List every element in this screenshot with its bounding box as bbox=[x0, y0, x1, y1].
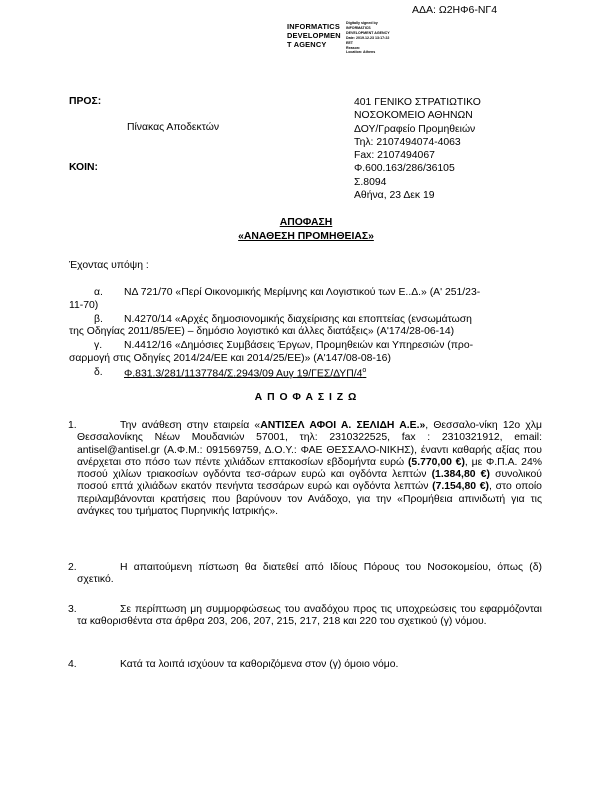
pros-value: Πίνακας Αποδεκτών bbox=[127, 122, 220, 133]
sender-line: 401 ΓΕΝΙΚΟ ΣΤΡΑΤΙΩΤΙΚΟ bbox=[354, 97, 481, 108]
item-text: Σε περίπτωση μη συμμορφώσεως του αναδόχου προς τις υποχρεώσεις του εφαρμόζονται τα καθορισθέντα στα άρθρα 203, 206, 207, 215, 217, 218 και 220 του σχετικού (γ) νόμου. bbox=[77, 604, 542, 628]
sig-detail: INFORMATICS bbox=[346, 25, 371, 30]
sig-detail: Date: 2019.12.23 13:17:22 bbox=[346, 35, 390, 40]
pros-label: ΠΡΟΣ: bbox=[69, 96, 102, 107]
consideration-ref: Φ.831.3/281/1137784/Σ.2943/09 Αυγ 19/ΓΕΣ/ΔΥΠ/4 bbox=[124, 368, 363, 380]
decision-item-4 bbox=[68, 659, 542, 671]
sig-detail: DEVELOPMENT AGENCY bbox=[346, 30, 390, 35]
item-number: 2. bbox=[68, 562, 77, 573]
document-subtitle: «ΑΝΑΘΕΣΗ ΠΡΟΜΗΘΕΙΑΣ» bbox=[238, 231, 374, 242]
consideration-text: Ν.4412/16 «Δημόσιες Συμβάσεις Έργων, Προμηθειών και Υπηρεσιών (προ- bbox=[124, 340, 474, 351]
amount-total: (7.154,80 €) bbox=[432, 481, 489, 493]
sender-line: ΔΟΥ/Γραφείο Προμηθειών bbox=[354, 123, 476, 135]
koin-label: ΚΟΙΝ: bbox=[69, 162, 98, 173]
consideration-cont: της Οδηγίας 2011/85/ΕΕ) – δημόσιο λογιστικό και άλλες διατάξεις» (Α'174/28-06-14) bbox=[69, 326, 455, 337]
consideration-marker: β. bbox=[94, 314, 103, 325]
consideration-text: ΝΔ 721/70 «Περί Οικονομικής Μερίμνης και Λογιστικού των Ε..Δ.» (Α' 251/23- bbox=[124, 287, 481, 298]
item-text: Η απαιτούμενη πίστωση θα διατεθεί από Ιδίους Πόρους του Νοσοκομείου, όπως (δ) σχετικό. bbox=[77, 562, 542, 586]
consideration-marker: γ. bbox=[94, 340, 103, 351]
decision-item-1 bbox=[68, 420, 542, 518]
logo-line-1: INFORMATICS bbox=[287, 22, 340, 31]
sender-block bbox=[354, 96, 481, 202]
consideration-text: Ν.4270/14 «Αρχές δημοσιονομικής διαχείρισης και εποπτείας (ενσωμάτωση bbox=[124, 314, 472, 325]
ada-code: ΑΔΑ: Ω2ΗΦ6-ΝΓ4 bbox=[412, 4, 498, 16]
consideration-cont: σαρμογή στις Οδηγίες 2014/24/ΕΕ και 2014/25/ΕΕ)» (Α'147/08-08-16) bbox=[69, 353, 391, 364]
item-text: συνολικού ποσού επτά χιλιάδων εκατόν πενήντα τεσσάρων ευρώ και ογδόντα λεπτών bbox=[77, 469, 542, 493]
item-text: , στο οποίο περιλαμβάνονται κρατήσεις που βαρύνουν τον Ανάδοχο, για την «Προμήθεια απινιδωτή για τις ανάγκες του τμήματος Πυρηνικής Ιατρικής». bbox=[77, 481, 542, 518]
intro-text: Έχοντας υπόψη : bbox=[69, 260, 149, 271]
sender-line: Σ.8094 bbox=[354, 176, 387, 188]
item-number: 1. bbox=[68, 420, 77, 431]
decision-heading: Α Π Ο Φ Α Σ Ι Ζ Ω bbox=[254, 392, 358, 403]
superscript: ο bbox=[362, 367, 367, 374]
sender-line: Φ.600.163/286/36105 bbox=[354, 163, 455, 175]
decision-item-3 bbox=[68, 604, 542, 629]
digital-signature-details bbox=[346, 21, 390, 55]
logo-line-2: DEVELOPMEN bbox=[287, 31, 341, 41]
document-title: ΑΠΟΦΑΣΗ bbox=[279, 217, 333, 228]
logo-line-3: T AGENCY bbox=[287, 40, 327, 50]
sender-line: ΝΟΣΟΚΟΜΕΙΟ ΑΘΗΝΩΝ bbox=[354, 110, 473, 122]
item-number: 4. bbox=[68, 659, 77, 670]
consideration-marker: α. bbox=[94, 287, 103, 298]
consideration-text bbox=[124, 367, 366, 379]
decision-item-2 bbox=[68, 562, 542, 587]
consideration-cont: 11-70) bbox=[69, 300, 99, 311]
sender-line: Αθήνα, 23 Δεκ 19 bbox=[354, 190, 435, 202]
item-number: 3. bbox=[68, 604, 77, 615]
sig-detail: Digitally signed by bbox=[346, 21, 378, 25]
sig-detail: EET bbox=[346, 40, 353, 45]
amount-net: (5.770,00 €) bbox=[407, 456, 465, 468]
company-name: ΑΝΤΙΣΕΛ ΑΦΟΙ Α. ΣΕΛΙΔΗ Α.Ε.» bbox=[260, 420, 426, 431]
consideration-marker: δ. bbox=[94, 367, 103, 378]
item-text: Κατά τα λοιπά ισχύουν τα καθοριζόμενα στον (γ) όμοιο νόμο. bbox=[120, 659, 399, 670]
signature-logo-text bbox=[287, 22, 341, 50]
item-text: , Θεσσαλο-νίκη 12ο χλμ Θεσσαλονίκης Νέων Μουδανιών 57001, τηλ: 2310322525, fax : 2310321912, email: antisel@antisel.gr (Α.Φ.Μ.: 091569759, Δ.Ο.Υ.: ΦΑΕ ΘΕΣΣΑΛΟ-ΝΙΚΗΣ), έναντι καθαρής αξίας που ανέρχεται στο πόσο των πέντε χιλιάδων επτακοσίων εβδομήντα ευρώ bbox=[77, 420, 542, 468]
sig-detail: Location: Athens bbox=[346, 50, 376, 55]
sender-line: Τηλ: 2107494074-4063 bbox=[354, 136, 461, 148]
item-text: Την ανάθεση στην εταιρεία « bbox=[120, 420, 261, 431]
item-text: , με Φ.Π.Α. 24% ποσού χιλίων τριακοσίων ογδόντα τεσ-σάρων ευρώ και ογδόντα λεπτών bbox=[77, 456, 542, 481]
sig-detail: Reason: bbox=[346, 45, 361, 50]
sender-line: Fax: 2107494067 bbox=[354, 150, 435, 162]
amount-vat: (1.384,80 €) bbox=[431, 469, 490, 481]
